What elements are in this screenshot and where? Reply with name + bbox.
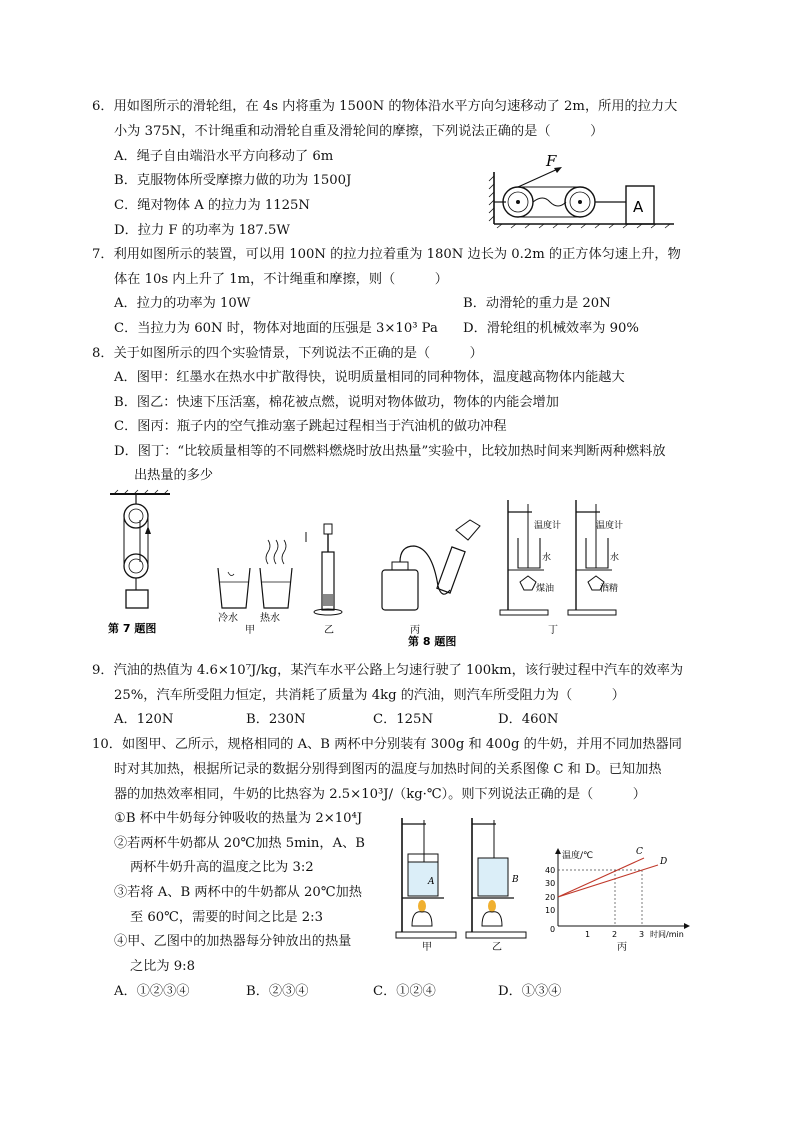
q6-option-d: D．拉力 F 的功率为 187.5W [114,223,290,238]
q7-q8-figures [100,490,624,650]
q8-fig-yi-piston [306,524,342,636]
q6-force-label: F [546,152,557,170]
q10-fig-yi-label: 乙 [492,942,502,953]
q10-graph-ytick-40: 40 [545,866,556,875]
q8-hot-water-label: 热水 [260,613,280,624]
q8-thermometer-label-2: 温度计 [596,521,624,531]
q8-option-b: B．图乙：快速下压活塞，棉花被点燃，说明对物体做功，物体的内能会增加 [114,395,559,410]
q8-fig-bing-label: 丙 [410,625,420,636]
q6-option-c: C．绳对物体 A 的拉力为 1125N [114,198,310,213]
q8-fig-ding-label: 丁 [548,625,558,636]
q8-water-label-1: 水 [542,553,552,563]
q6-stem-line1: 6．用如图所示的滑轮组，在 4s 内将重为 1500N 的物体沿水平方向匀速移动了 2m，所用的拉力大 [92,99,678,114]
q6-pulley-figure [488,152,678,228]
q8-fig-bing-bottle [382,520,480,648]
q7-option-a: A．拉力的功率为 10W [114,296,251,311]
q8-fig-ding-stands [500,500,623,636]
q10-stem-line3: 器的加热效率相同，牛奶的比热容为 2.5×10³J/（kg·℃）。则下列说法正确的是（ ） [114,787,646,802]
q6-option-b: B．克服物体所受摩擦力做的功为 1500J [114,173,352,188]
q8-option-d-line2: 出热量的多少 [134,468,214,483]
q10-statement-3a: ③若将 A、B 两杯中的牛奶都从 20℃加热 [114,885,362,900]
q10-graph-origin: 0 [550,925,556,934]
q10-graph-ytick-20: 20 [545,893,556,902]
q10-graph-xtick-1: 1 [585,930,591,939]
q9-option-a: A．120N [114,712,174,727]
q10-statement-1: ①B 杯中牛奶每分钟吸收的热量为 2×10⁴J [114,811,363,826]
q8-cold-water-label: 冷水 [218,613,238,624]
q8-alcohol-label: 酒精 [600,584,619,594]
q10-statement-3b: 至 60℃，需要的时间之比是 2:3 [130,910,324,925]
q10-option-b: B．②③④ [246,984,309,999]
q10-option-c: C．①②④ [373,984,436,999]
q10-line-d-label: D [660,857,668,867]
q8-fig-jia-label: 甲 [245,625,255,636]
q10-option-d: D．①③④ [498,984,562,999]
q8-option-a: A．图甲：红墨水在热水中扩散得快，说明质量相同的同种物体，温度越高物体内能越大 [114,370,625,385]
q7-option-c: C．当拉力为 60N 时，物体对地面的压强是 3×10³ Pa [114,321,438,336]
q8-kerosene-label: 煤油 [536,584,555,594]
q10-figures [388,814,698,954]
q8-stem: 8．关于如图所示的四个实验情景，下列说法不正确的是（ ） [92,346,483,361]
q10-option-a: A．①②③④ [114,984,190,999]
q9-stem-line2: 25%，汽车所受阻力恒定，共消耗了质量为 4kg 的汽油，则汽车所受阻力为（ ） [114,688,625,703]
q10-graph-ytick-10: 10 [545,906,556,915]
q8-option-d-line1: D．图丁：“比较质量相等的不同燃料燃烧时放出热量”实验中，比较加热时间来判断两种燃料放 [114,444,666,459]
q10-graph-ylabel: 温度/℃ [562,851,594,861]
q7-option-d: D．滑轮组的机械效率为 90% [463,321,639,336]
q10-graph-xlabel: 时间/min [650,930,684,939]
q6-block-label: A [633,198,644,216]
q9-option-b: B．230N [246,712,306,727]
q7-pulley-figure [108,490,170,635]
q10-graph-ytick-30: 30 [545,879,556,888]
q10-statement-4b: 之比为 9:8 [130,959,195,974]
q8-thermometer-label-1: 温度计 [534,521,562,531]
q8-water-label-2: 水 [610,553,620,563]
q9-option-c: C．125N [373,712,433,727]
q10-stem-line1: 10．如图甲、乙所示，规格相同的 A、B 两杯中分别装有 300g 和 400g 的牛奶，并用不同加热器同 [92,737,682,752]
q8-fig-yi-label: 乙 [324,625,334,636]
q10-fig-bing-graph [545,847,690,953]
q9-stem-line1: 9．汽油的热值为 4.6×10⁷J/kg，某汽车水平公路上匀速行驶了 100km，该行驶过程中汽车的效率为 [92,663,684,678]
q10-line-c-label: C [636,847,643,857]
q10-fig-yi-stand [466,818,526,953]
q7-option-b: B．动滑轮的重力是 20N [463,296,611,311]
q10-cup-b-label: B [512,875,519,885]
q7-figure-caption: 第 7 题图 [108,622,157,635]
q8-option-c: C．图丙：瓶子内的空气推动塞子跳起过程相当于汽油机的做功冲程 [114,419,507,434]
q8-figure-caption: 第 8 题图 [408,635,457,648]
q9-option-d: D．460N [498,712,559,727]
q10-stem-line2: 时对其加热，根据所记录的数据分别得到图丙的温度与加热时间的关系图像 C 和 D。已知加热 [114,762,662,777]
q10-graph-xtick-2: 2 [612,930,618,939]
q10-statement-4a: ④甲、乙图中的加热器每分钟放出的热量 [114,934,352,949]
q10-fig-bing-label: 丙 [617,942,627,953]
q7-stem-line1: 7．利用如图所示的装置，可以用 100N 的拉力拉着重为 180N 边长为 0.2m 的正方体匀速上升，物 [92,247,681,262]
q6-option-a: A．绳子自由端沿水平方向移动了 6m [114,149,334,164]
q10-statement-2b: 两杯牛奶升高的温度之比为 3:2 [130,860,314,875]
q10-graph-xtick-3: 3 [639,930,645,939]
q10-cup-a-label: A [428,877,435,887]
q7-stem-line2: 体在 10s 内上升了 1m，不计绳重和摩擦，则（ ） [114,272,448,287]
q8-fig-jia-beakers [218,540,292,636]
q10-statement-2a: ②若两杯牛奶都从 20℃加热 5min，A、B [114,836,365,851]
q10-fig-jia-label: 甲 [422,942,432,953]
q10-fig-jia-stand [396,818,456,953]
q6-stem-line2: 小为 375N，不计绳重和动滑轮自重及滑轮间的摩擦，下列说法正确的是（ ） [114,124,604,139]
